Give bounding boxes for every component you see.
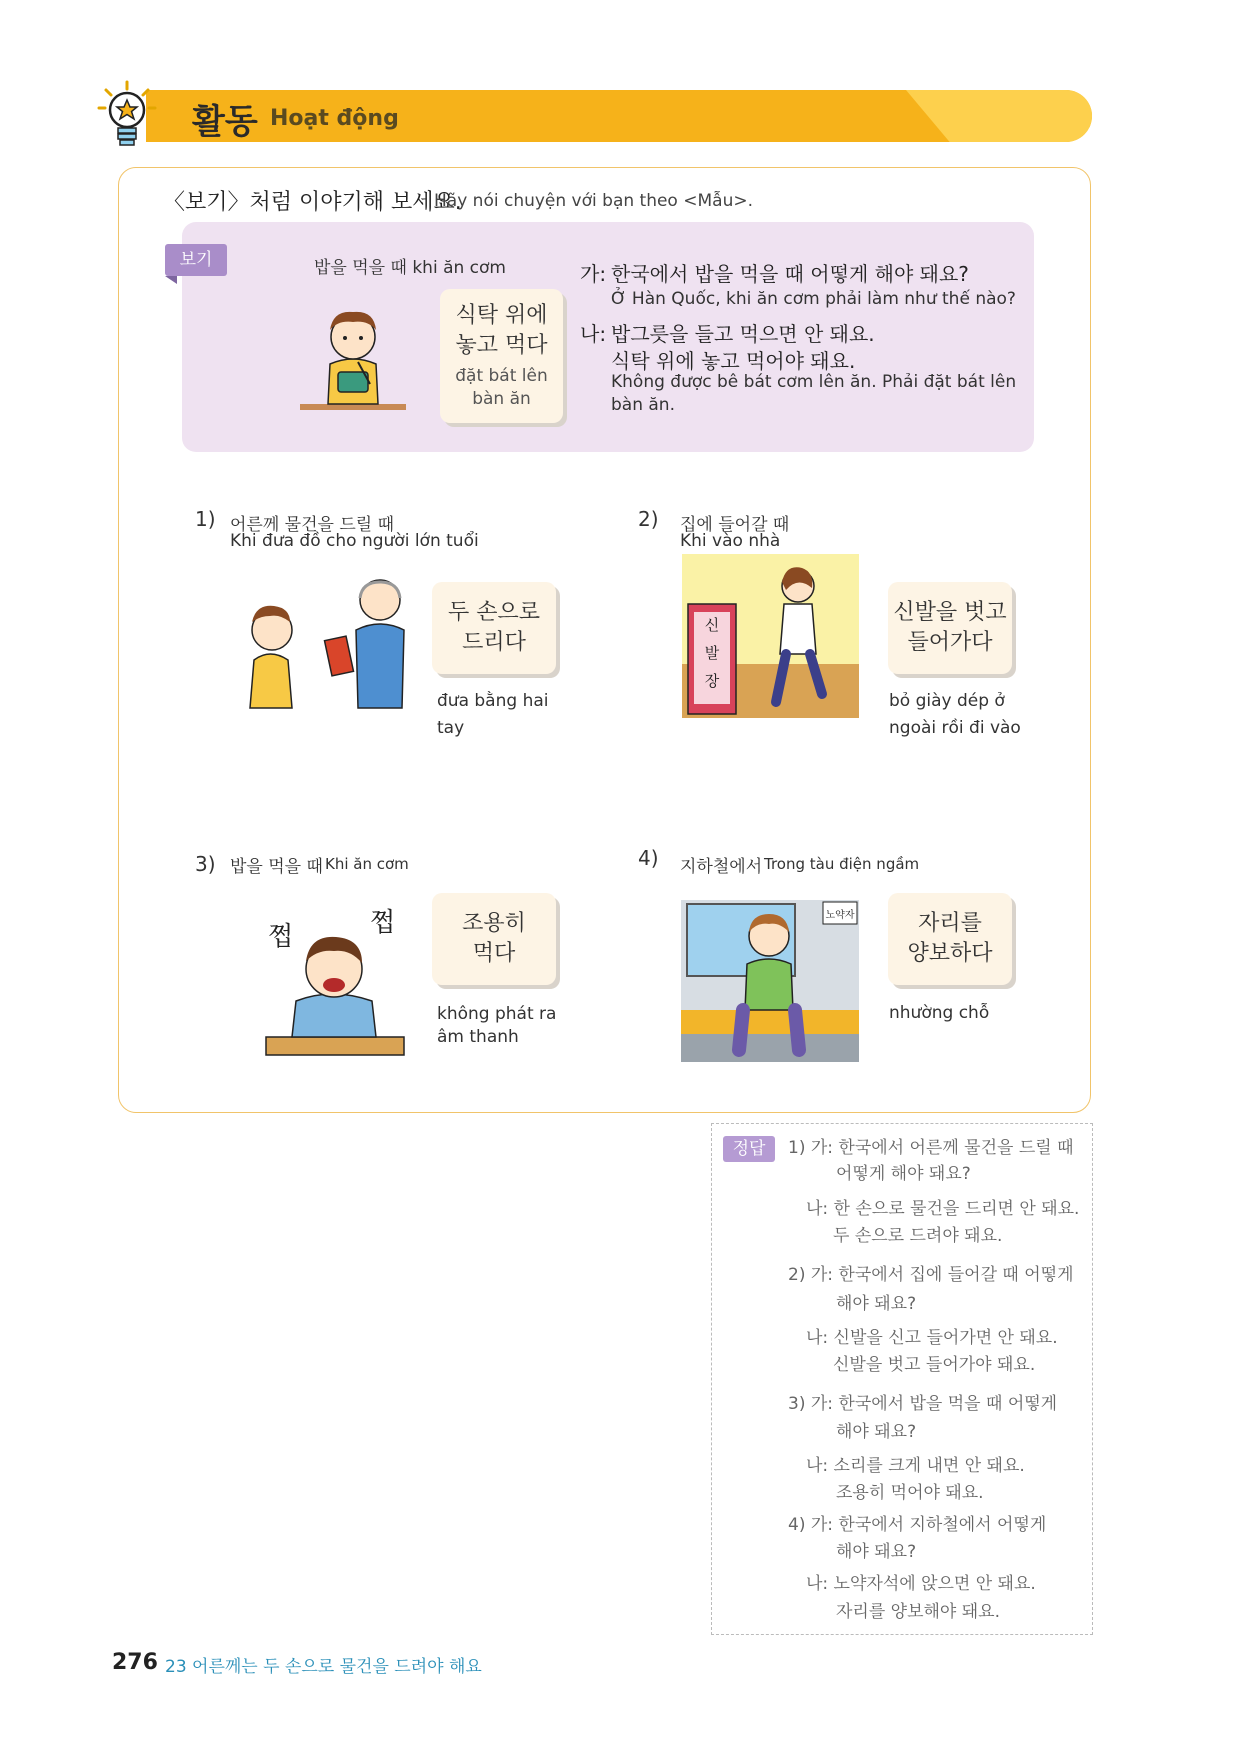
answer-line: 해야 돼요? <box>836 1294 917 1314</box>
answer-line: 어떻게 해야 돼요? <box>836 1164 971 1184</box>
item-title-vi: Trong tàu điện ngầm <box>764 855 920 873</box>
sign-text: 발 <box>704 644 720 662</box>
answer-line: 나: 신발을 신고 들어가면 안 돼요. <box>806 1328 1058 1348</box>
item-card <box>432 582 556 674</box>
answer-line: 1) 가: 한국에서 어른께 물건을 드릴 때 <box>788 1138 1074 1158</box>
example-illustration <box>298 292 408 416</box>
answer-line: 두 손으로 드려야 돼요. <box>833 1226 1003 1246</box>
dialogue-q-vi: Ở Hàn Quốc, khi ăn cơm phải làm như thế nào? <box>611 289 1016 309</box>
card-vi-line1: đặt bát lên <box>455 366 548 386</box>
item-card <box>888 582 1012 674</box>
dialogue-a-ko1: 밥그릇을 들고 먹으면 안 돼요. <box>611 322 875 346</box>
item-title-ko: 어른께 물건을 드릴 때 <box>230 515 395 535</box>
example-card <box>440 289 563 423</box>
page-number: 276 <box>112 1650 158 1675</box>
item-title-ko: 집에 들어갈 때 <box>680 515 790 535</box>
item-card-ko1: 조용히 <box>462 911 526 936</box>
item-number: 4) <box>638 846 659 870</box>
item1-illustration <box>240 560 420 710</box>
item-card-ko1: 자리를 <box>918 911 982 936</box>
tag-fold <box>165 276 177 284</box>
sfx-text: 쩝 <box>370 908 396 938</box>
item4-illustration <box>681 900 859 1062</box>
card-ko-line1: 식탁 위에 <box>455 303 548 328</box>
answer-line: 3) 가: 한국에서 밥을 먹을 때 어떻게 <box>788 1394 1058 1414</box>
dialogue-a-ko2: 식탁 위에 놓고 먹어야 돼요. <box>611 349 856 373</box>
example-tag: 보기 <box>165 244 227 276</box>
item-vi1: nhường chỗ <box>889 1003 990 1023</box>
item2-illustration <box>682 554 859 718</box>
item-card-ko2: 들어가다 <box>907 630 993 655</box>
dialogue-q-ko: 한국에서 밥을 먹을 때 어떻게 해야 돼요? <box>611 262 969 286</box>
example-situation: 밥을 먹을 때 khi ăn cơm <box>314 258 506 278</box>
answer-line: 2) 가: 한국에서 집에 들어갈 때 어떻게 <box>788 1265 1074 1285</box>
item3-illustration <box>262 905 407 1060</box>
answer-line: 신발을 벗고 들어가야 돼요. <box>833 1355 1036 1375</box>
header-title-vi: Hoạt động <box>270 106 399 131</box>
answer-tag: 정답 <box>723 1136 775 1162</box>
item-title-ko: 지하철에서 <box>680 857 763 877</box>
answer-line: 나: 한 손으로 물건을 드리면 안 돼요. <box>806 1199 1080 1219</box>
lightbulb-icon <box>96 80 158 150</box>
item-vi2: tay <box>437 718 465 738</box>
answer-line: 해야 돼요? <box>836 1542 917 1562</box>
item-vi1: bỏ giày dép ở <box>889 691 1005 711</box>
item-title-vi: Khi ăn cơm <box>325 855 409 873</box>
answer-line: 4) 가: 한국에서 지하철에서 어떻게 <box>788 1515 1047 1535</box>
instruction-ko: 〈보기〉처럼 이야기해 보세요. <box>163 190 462 215</box>
header-title-ko: 활동 <box>192 102 258 142</box>
item-card-ko1: 두 손으로 <box>447 600 540 625</box>
sign-text: 장 <box>704 672 720 690</box>
answer-line: 해야 돼요? <box>836 1422 917 1442</box>
instruction-vi: Hãy nói chuyện với bạn theo <Mẫu>. <box>434 191 753 211</box>
item-title-ko: 밥을 먹을 때 <box>230 857 323 877</box>
chapter-title: 23 어른께는 두 손으로 물건을 드려야 해요 <box>165 1657 482 1677</box>
sign-text: 노약자 <box>825 910 855 921</box>
answer-line: 나: 노약자석에 앉으면 안 돼요. <box>806 1574 1036 1594</box>
sign-text: 신 <box>704 616 720 634</box>
dialogue-a-vi1: Không được bê bát cơm lên ăn. Phải đặt bát lên <box>611 372 1017 392</box>
item-number: 3) <box>195 852 216 876</box>
card-vi-line2: bàn ăn <box>472 389 531 409</box>
item-vi2: âm thanh <box>437 1027 519 1047</box>
item-card-ko2: 먹다 <box>472 941 516 966</box>
item-card-ko2: 양보하다 <box>907 941 993 966</box>
item-number: 1) <box>195 507 216 531</box>
dialogue-a-vi2: bàn ăn. <box>611 395 675 415</box>
item-vi1: đưa bằng hai <box>437 691 549 711</box>
item-title-vi: Khi vào nhà <box>680 531 781 551</box>
answer-line: 나: 소리를 크게 내면 안 돼요. <box>806 1456 1025 1476</box>
card-ko-line2: 놓고 먹다 <box>455 333 548 358</box>
item-card <box>432 893 556 985</box>
answer-line: 자리를 양보해야 돼요. <box>836 1602 1001 1622</box>
item-card-ko1: 신발을 벗고 <box>893 600 1007 625</box>
dialogue-q-label: 가: <box>580 262 607 286</box>
dialogue-a-label: 나: <box>580 322 607 346</box>
item-card-ko2: 드리다 <box>462 630 526 655</box>
item-vi2: ngoài rồi đi vào <box>889 718 1021 738</box>
item-number: 2) <box>638 507 659 531</box>
item-vi1: không phát ra <box>437 1004 557 1024</box>
item-title-vi: Khi đưa đồ cho người lớn tuổi <box>230 531 479 551</box>
sfx-text: 쩝 <box>268 922 294 952</box>
item-card <box>888 893 1012 985</box>
answer-line: 조용히 먹어야 돼요. <box>836 1483 984 1503</box>
